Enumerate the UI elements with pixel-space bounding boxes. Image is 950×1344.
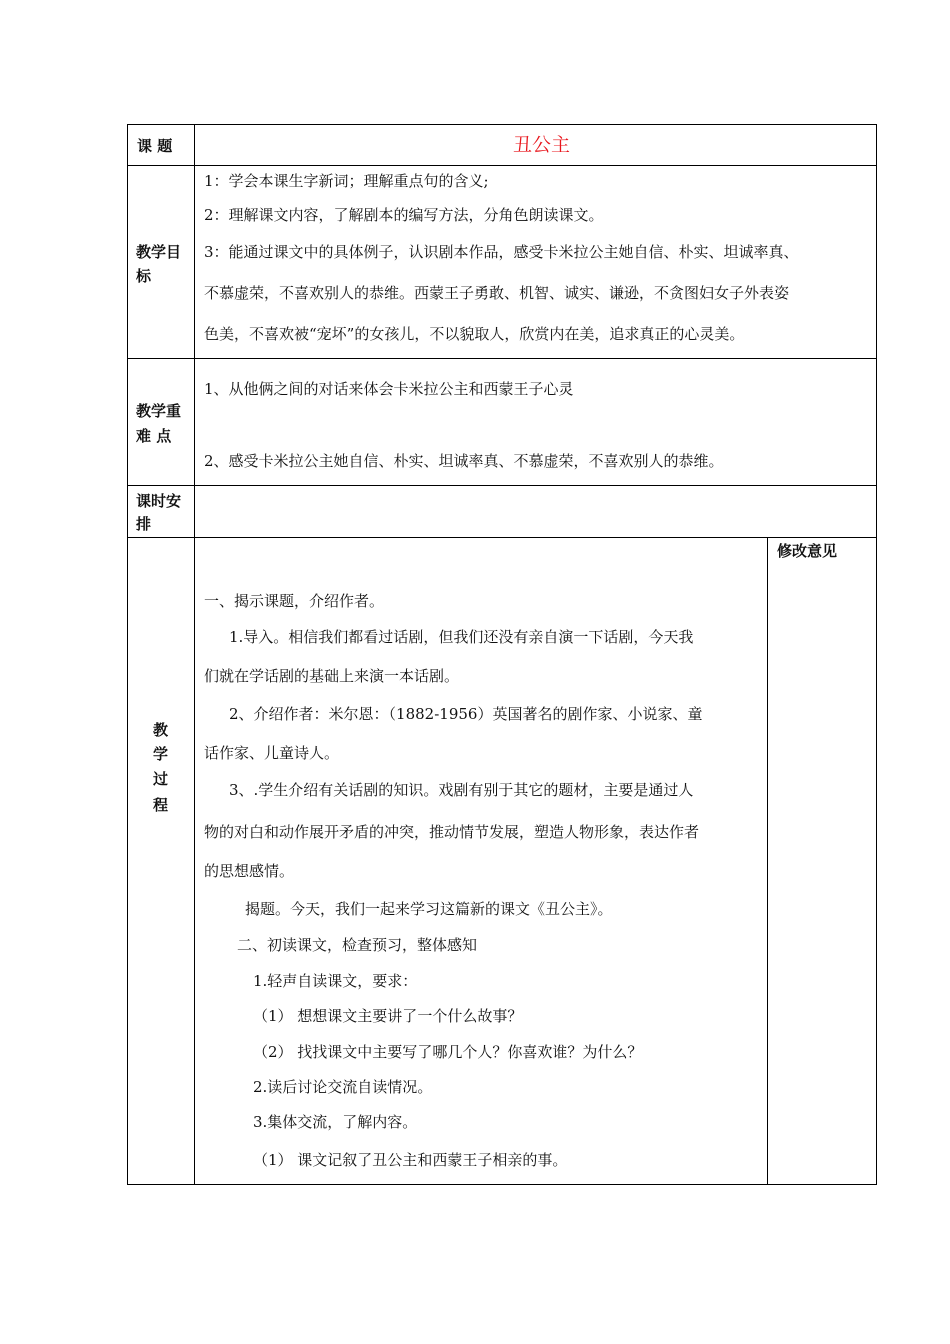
revision-label: 修改意见 bbox=[777, 542, 838, 560]
process-line: 1.轻声自读课文，要求： bbox=[253, 972, 418, 990]
schedule-label-line2: 排 bbox=[136, 515, 152, 533]
schedule-label-line1: 课时安 bbox=[136, 492, 182, 510]
keypoint-item: 1、从他俩之间的对话来体会卡米拉公主和西蒙王子心灵 bbox=[204, 380, 574, 398]
lesson-title: 丑公主 bbox=[513, 134, 571, 156]
goal-item: 色美，不喜欢被“宠坏”的女孩儿，不以貌取人，欣赏内在美，追求真正的心灵美。 bbox=[204, 325, 745, 343]
process-line: 物的对白和动作展开矛盾的冲突，推动情节发展，塑造人物形象，表达作者 bbox=[204, 823, 700, 841]
keypoints-label-line1: 教学重 bbox=[136, 402, 182, 420]
process-line: 的思想感情。 bbox=[204, 862, 295, 880]
goal-item: 3：能通过课文中的具体例子，认识剧本作品，感受卡米拉公主她自信、朴实、坦诚率真、 bbox=[204, 243, 799, 261]
process-line: 话作家、儿童诗人。 bbox=[204, 744, 340, 762]
process-label-char: 教 bbox=[153, 721, 169, 739]
goal-item: 2：理解课文内容，了解剧本的编写方法，分角色朗读课文。 bbox=[204, 206, 604, 224]
keypoints-label-line2: 难 点 bbox=[136, 427, 172, 445]
process-line: 2、介绍作者：米尔恩：（1882-1956）英国著名的剧作家、小说家、童 bbox=[229, 705, 703, 723]
process-line: 二、初读课文，检查预习，整体感知 bbox=[237, 936, 478, 954]
keypoint-item: 2、感受卡米拉公主她自信、朴实、坦诚率真、不慕虚荣，不喜欢别人的恭维。 bbox=[204, 452, 724, 470]
goal-item: 1：学会本课生字新词；理解重点句的含义; bbox=[204, 172, 489, 190]
process-line: （1） 想想课文主要讲了一个什么故事？ bbox=[253, 1007, 523, 1025]
process-line: 揭题。今天，我们一起来学习这篇新的课文《丑公主》。 bbox=[245, 900, 613, 918]
goals-label-line2: 标 bbox=[136, 267, 152, 285]
process-label-char: 程 bbox=[153, 796, 169, 814]
title-label: 课 题 bbox=[137, 137, 173, 155]
process-line: 们就在学话剧的基础上来演一本话剧。 bbox=[204, 667, 460, 685]
goal-item: 不慕虚荣，不喜欢别人的恭维。西蒙王子勇敢、机智、诚实、谦逊，不贪图妇女子外表姿 bbox=[204, 284, 790, 302]
process-label-char: 过 bbox=[153, 770, 169, 788]
process-label-char: 学 bbox=[153, 745, 169, 763]
process-line: （1） 课文记叙了丑公主和西蒙王子相亲的事。 bbox=[253, 1151, 568, 1169]
process-line: 一、揭示课题，介绍作者。 bbox=[204, 592, 385, 610]
process-line: 2.读后讨论交流自读情况。 bbox=[253, 1078, 433, 1096]
process-line: 3、.学生介绍有关话剧的知识。戏剧有别于其它的题材，主要是通过人 bbox=[229, 781, 694, 799]
process-line: 1.导入。相信我们都看过话剧，但我们还没有亲自演一下话剧，今天我 bbox=[229, 628, 694, 646]
goals-label-line1: 教学目 bbox=[136, 243, 182, 261]
process-line: 3.集体交流，了解内容。 bbox=[253, 1113, 418, 1131]
process-line: （2） 找找课文中主要写了哪几个人？你喜欢谁？为什么？ bbox=[253, 1043, 643, 1061]
